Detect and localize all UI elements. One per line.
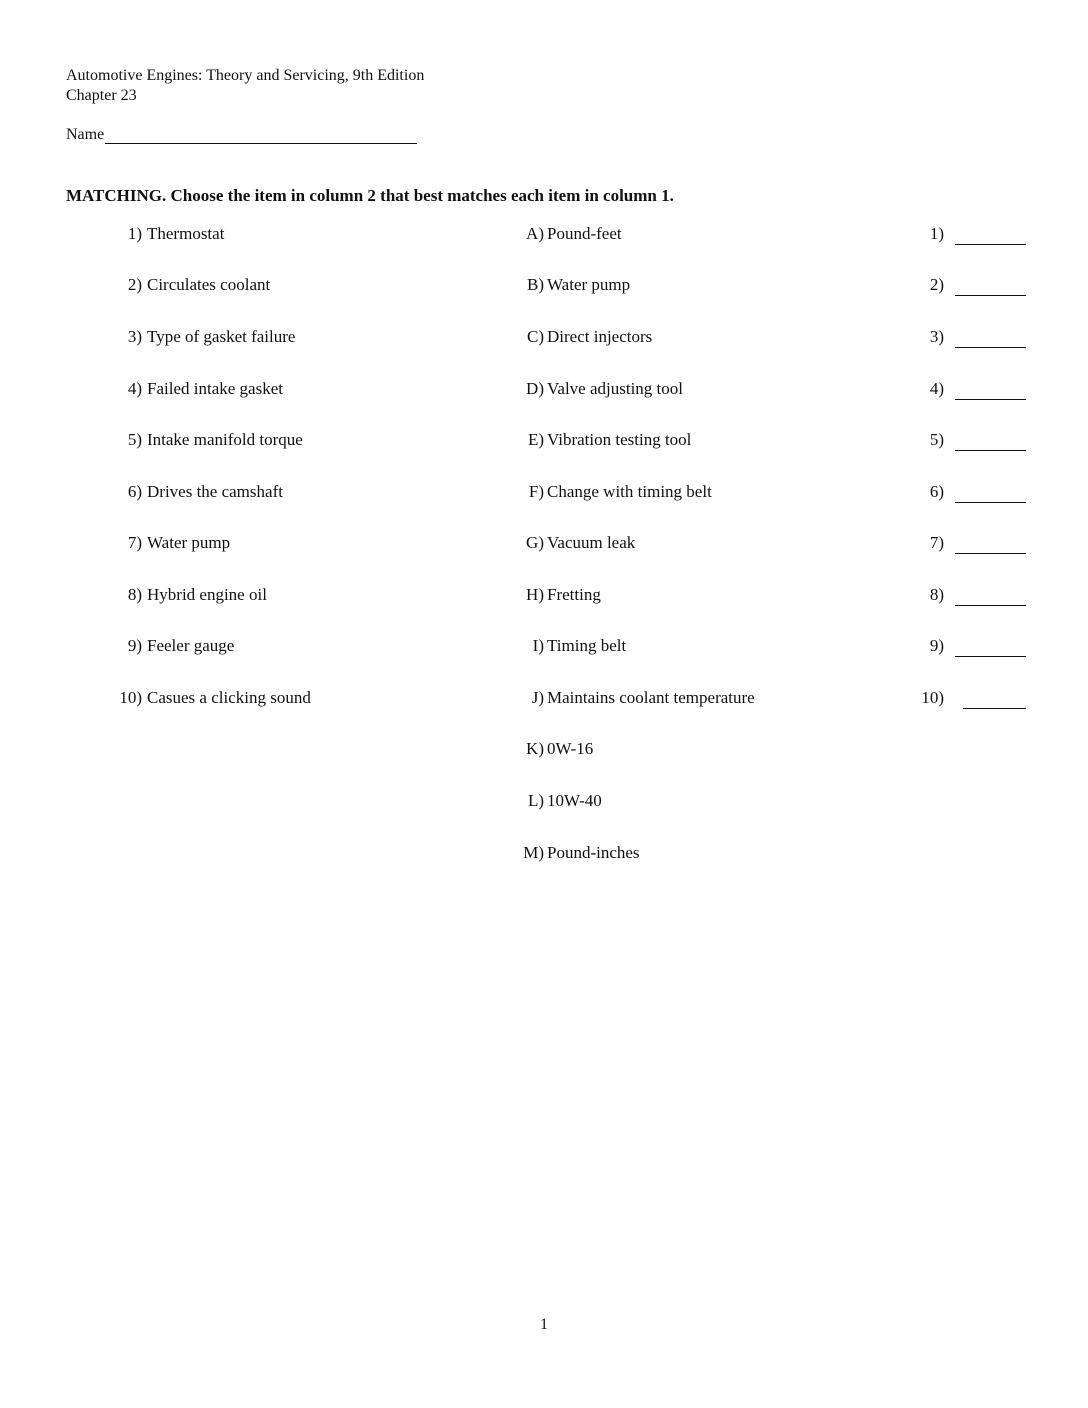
answer-label: 4)	[929, 379, 944, 398]
matching-row	[0, 275, 1088, 297]
matching-row	[0, 791, 1088, 813]
question-text: Type of gasket failure	[147, 327, 296, 346]
option-text: Pound-inches	[547, 843, 640, 862]
question-text: Water pump	[147, 533, 231, 552]
page-number: 1	[540, 1316, 548, 1333]
option-letter: D)	[526, 379, 544, 398]
option-text: 0W-16	[547, 739, 594, 758]
matching-row	[0, 379, 1088, 401]
answer-blank[interactable]	[963, 708, 1026, 709]
question-number: 9)	[127, 636, 142, 655]
option-letter: L)	[527, 791, 544, 810]
matching-row	[0, 533, 1088, 555]
answer-blank[interactable]	[955, 656, 1026, 657]
question-number: 4)	[127, 379, 142, 398]
answer-blank[interactable]	[955, 553, 1026, 554]
matching-row	[0, 430, 1088, 452]
name-field[interactable]	[105, 125, 417, 144]
option-letter: F)	[528, 482, 544, 501]
question-text: Drives the camshaft	[147, 482, 283, 501]
answer-label: 5)	[929, 430, 944, 449]
answer-label: 10)	[921, 688, 944, 707]
answer-blank[interactable]	[955, 399, 1026, 400]
question-text: Failed intake gasket	[147, 379, 283, 398]
answer-label: 6)	[929, 482, 944, 501]
answer-label: 2)	[929, 275, 944, 294]
answer-blank[interactable]	[955, 502, 1026, 503]
name-label: Name	[66, 126, 105, 143]
matching-row	[0, 585, 1088, 607]
option-text: Pound-feet	[547, 224, 622, 243]
matching-row	[0, 636, 1088, 658]
question-text: Thermostat	[147, 224, 225, 243]
matching-row	[0, 224, 1088, 246]
option-text: Vibration testing tool	[547, 430, 692, 449]
question-number: 2)	[127, 275, 142, 294]
option-letter: A)	[526, 224, 544, 243]
answer-label: 7)	[929, 533, 944, 552]
option-text: Vacuum leak	[547, 533, 636, 552]
option-letter: G)	[526, 533, 544, 552]
option-text: Maintains coolant temperature	[547, 688, 755, 707]
option-text: Timing belt	[547, 636, 627, 655]
option-letter: J)	[531, 688, 544, 707]
question-number: 7)	[127, 533, 142, 552]
matching-row	[0, 843, 1088, 865]
answer-label: 3)	[929, 327, 944, 346]
chapter-label: Chapter 23	[66, 87, 137, 104]
question-text: Feeler gauge	[147, 636, 235, 655]
question-number: 8)	[127, 585, 142, 604]
matching-row	[0, 739, 1088, 761]
option-text: Valve adjusting tool	[547, 379, 683, 398]
question-text: Circulates coolant	[147, 275, 271, 294]
answer-label: 1)	[929, 224, 944, 243]
question-text: Hybrid engine oil	[147, 585, 267, 604]
option-letter: C)	[527, 327, 544, 346]
question-number: 1)	[127, 224, 142, 243]
option-letter: K)	[526, 739, 544, 758]
document-title: Automotive Engines: Theory and Servicing, 9th Edition	[66, 67, 425, 84]
question-number: 10)	[119, 688, 142, 707]
option-text: Fretting	[547, 585, 601, 604]
answer-blank[interactable]	[955, 347, 1026, 348]
answer-label: 8)	[929, 585, 944, 604]
option-letter: I)	[532, 636, 544, 655]
option-text: Direct injectors	[547, 327, 653, 346]
answer-blank[interactable]	[955, 605, 1026, 606]
option-letter: H)	[526, 585, 544, 604]
name-row	[66, 125, 417, 144]
matching-row	[0, 688, 1088, 710]
option-text: Change with timing belt	[547, 482, 712, 501]
answer-label: 9)	[929, 636, 944, 655]
option-letter: E)	[527, 430, 544, 449]
option-letter: B)	[527, 275, 544, 294]
matching-row	[0, 482, 1088, 504]
option-letter: M)	[523, 843, 544, 862]
question-text: Casues a clicking sound	[147, 688, 311, 707]
question-text: Intake manifold torque	[147, 430, 303, 449]
question-number: 5)	[127, 430, 142, 449]
option-text: 10W-40	[547, 791, 602, 810]
answer-blank[interactable]	[955, 244, 1026, 245]
question-number: 6)	[127, 482, 142, 501]
matching-row	[0, 327, 1088, 349]
matching-instructions: MATCHING. Choose the item in column 2 that best matches each item in column 1.	[66, 186, 674, 205]
option-text: Water pump	[547, 275, 631, 294]
answer-blank[interactable]	[955, 295, 1026, 296]
answer-blank[interactable]	[955, 450, 1026, 451]
question-number: 3)	[127, 327, 142, 346]
